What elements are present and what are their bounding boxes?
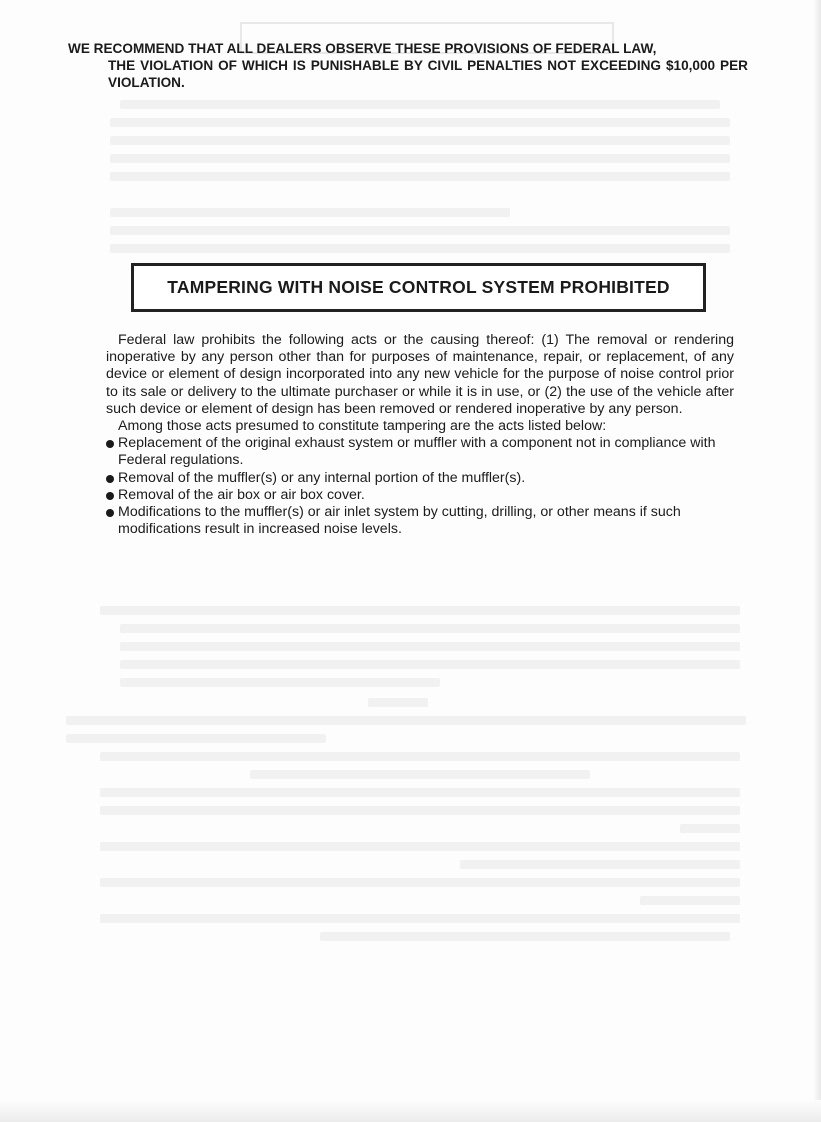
bleed-through-line [110, 154, 730, 163]
bleed-through-line [640, 896, 740, 905]
bleed-through-line [120, 660, 740, 669]
bleed-through-line [100, 752, 740, 761]
list-item-text: Removal of the air box or air box cover. [118, 486, 365, 503]
bleed-through-line [460, 860, 740, 869]
warning-line-1: WE RECOMMEND THAT ALL DEALERS OBSERVE THESE PROVISIONS OF FEDERAL LAW, [68, 41, 657, 56]
bleed-through-line [100, 788, 740, 797]
bullet-icon [106, 440, 114, 448]
list-item [106, 487, 734, 504]
list-item [106, 435, 734, 469]
bullet-icon [106, 492, 114, 500]
bleed-through-line [110, 208, 510, 217]
bleed-through-line [120, 624, 740, 633]
paragraph-acts-intro: Among those acts presumed to constitute tampering are the acts listed below: [118, 418, 607, 435]
bleed-through-line [110, 118, 730, 127]
section-title-box [131, 263, 706, 312]
tampering-acts-list [106, 435, 734, 538]
bullet-icon [106, 475, 114, 483]
bleed-through-line [120, 642, 740, 651]
list-item [106, 470, 734, 487]
bleed-through-line [110, 244, 730, 253]
section-title: TAMPERING WITH NOISE CONTROL SYSTEM PROHIBITED [167, 277, 670, 297]
bleed-through-line [100, 914, 740, 923]
bleed-through-line [66, 734, 326, 743]
page-bottom-edge [0, 1100, 821, 1122]
list-item-text: Modifications to the muffler(s) or air inlet system by cutting, drilling, or other means if such modifications result in increased noise levels. [118, 504, 681, 538]
bleed-through-line [100, 878, 740, 887]
bullet-icon [106, 509, 114, 517]
bleed-through-line [66, 716, 746, 725]
list-item [106, 504, 734, 538]
bleed-through-line [100, 842, 740, 851]
bleed-through-line [120, 100, 720, 109]
bleed-through-line [120, 678, 440, 687]
bleed-through-line [110, 136, 730, 145]
bleed-through-line [110, 226, 730, 235]
list-item-text: Replacement of the original exhaust system or muffler with a component not in compliance with Federal regulations. [118, 435, 716, 469]
paragraph-federal-law: Federal law prohibits the following acts or the causing thereof: (1) The removal or rendering inoperative by any person other than for purposes of maintenance, repair, or replacement, of any device or element of design incorporated into any new vehicle for the purpose of noise control prior to its sale or delivery to the ultimate purchaser or while it is in use, or (2) the use of the vehicle after such device or element of design has been removed or rendered inoperative by any person. [106, 332, 734, 417]
bleed-through-line [320, 932, 730, 941]
list-item-text: Removal of the muffler(s) or any internal portion of the muffler(s). [118, 469, 526, 486]
bleed-through-line [110, 172, 730, 181]
page-right-edge [813, 0, 821, 1122]
warning-line-2: THE VIOLATION OF WHICH IS PUNISHABLE BY CIVIL PENALTIES NOT EXCEEDING $10,000 PER VIOLATION. [108, 58, 748, 90]
bleed-through-line [250, 770, 590, 779]
bleed-through-line [680, 824, 740, 833]
bleed-through-line [100, 806, 740, 815]
federal-law-warning [68, 40, 748, 91]
section-body [106, 332, 734, 538]
bleed-through-line [368, 698, 428, 707]
bleed-through-line [100, 606, 740, 615]
